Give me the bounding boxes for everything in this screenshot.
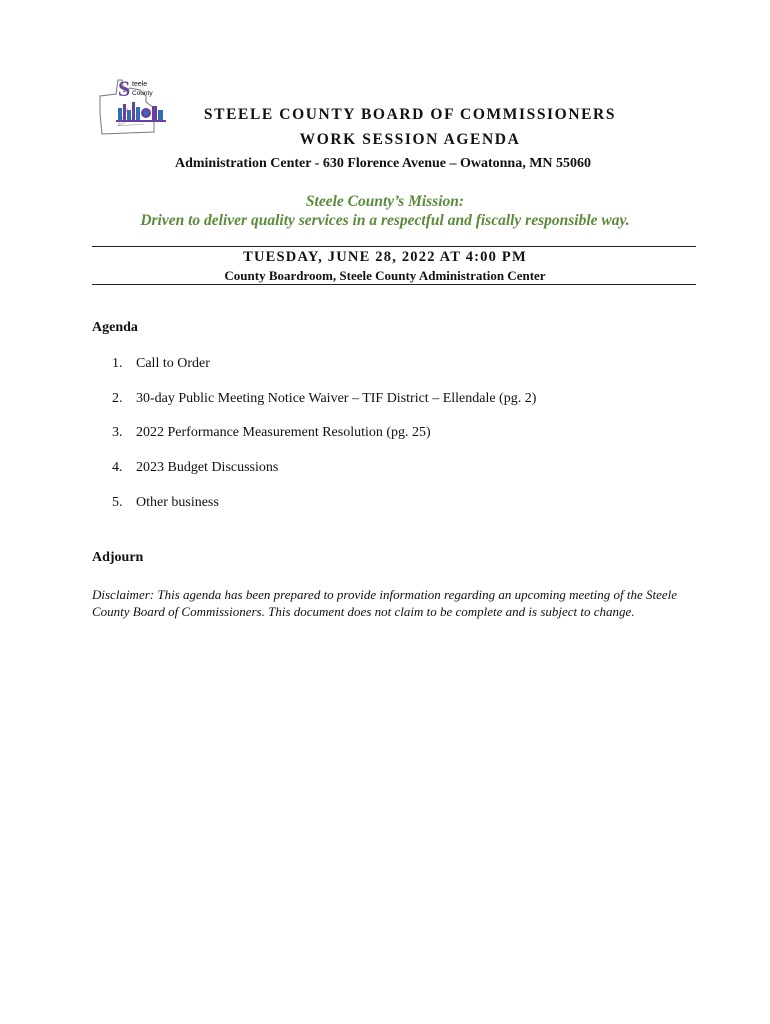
- item-text: 2023 Budget Discussions: [136, 460, 279, 476]
- meeting-date: TUESDAY, JUNE 28, 2022 AT 4:00 PM: [243, 249, 527, 265]
- item-number: 5.: [112, 494, 123, 510]
- item-number: 4.: [112, 460, 123, 476]
- list-item: [112, 356, 536, 391]
- agenda-title: WORK SESSION AGENDA: [299, 131, 521, 148]
- svg-text:County: County: [132, 90, 153, 97]
- address: Administration Center - 630 Florence Avenue – Owatonna, MN 55060: [174, 156, 592, 171]
- item-number: 3.: [112, 425, 123, 441]
- item-number: 1.: [112, 356, 123, 371]
- mission-label: Steele County’s Mission:: [305, 193, 465, 210]
- list-item: [112, 460, 536, 495]
- agenda-list: [112, 356, 536, 529]
- mission-statement: Driven to deliver quality services in a respectful and fiscally responsible way.: [140, 212, 630, 229]
- item-text: 2022 Performance Measurement Resolution (pg. 25): [136, 425, 431, 441]
- item-text: Other business: [136, 494, 219, 510]
- meeting-location: County Boardroom, Steele County Administration Center: [224, 268, 546, 283]
- bottom-divider: [92, 284, 696, 285]
- svg-text:teele: teele: [132, 81, 148, 88]
- svg-text:S: S: [118, 76, 131, 101]
- item-number: 2.: [112, 390, 123, 406]
- item-text: Call to Order: [136, 356, 210, 371]
- adjourn-heading: Adjourn: [92, 550, 144, 565]
- board-title: STEELE COUNTY BOARD OF COMMISSIONERS: [203, 106, 617, 123]
- list-item: [112, 391, 536, 426]
- top-divider: [92, 246, 696, 247]
- item-text: 30-day Public Meeting Notice Waiver – TIF District – Ellendale (pg. 2): [136, 390, 537, 406]
- disclaimer: Disclaimer: This agenda has been prepared to provide information regarding an upcoming meeting of the Steele County Board of Commissioners. This document does not claim to be complete and is subject to change.: [92, 587, 678, 619]
- list-item: [112, 425, 536, 460]
- agenda-heading: Agenda: [92, 320, 138, 335]
- list-item: [112, 495, 536, 530]
